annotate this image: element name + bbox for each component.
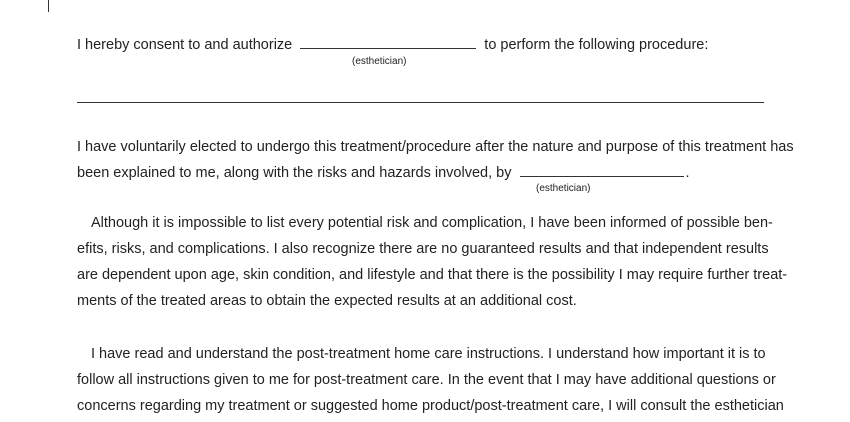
risks-line-3: are dependent upon age, skin condition, and lifestyle and that there is the possibility I may require further treat- [77, 267, 788, 283]
voluntary-line-2-prefix: been explained to me, along with the risks and hazards involved, by [77, 165, 512, 181]
risks-line-4: ments of the treated areas to obtain the expected results at an additional cost. [77, 293, 577, 309]
esthetician-caption-1: (esthetician) [352, 56, 407, 67]
esthetician-name-field-1[interactable] [300, 36, 476, 49]
voluntary-line-2 [77, 164, 690, 182]
text-cursor-mark [48, 0, 49, 12]
procedure-field[interactable] [77, 102, 764, 103]
consent-line [77, 36, 708, 54]
risks-line-1: Although it is impossible to list every potential risk and complication, I have been informed of possible ben- [91, 215, 773, 231]
risks-line-2: efits, risks, and complications. I also recognize there are no guaranteed results and that independent results [77, 241, 769, 257]
voluntary-line-2-suffix: . [685, 165, 690, 181]
consent-suffix: to perform the following procedure: [484, 37, 709, 53]
esthetician-name-field-2[interactable] [520, 164, 684, 177]
esthetician-caption-2: (esthetician) [536, 183, 591, 194]
instructions-line-1: I have read and understand the post-treatment home care instructions. I understand how important it is to [91, 346, 766, 362]
instructions-line-3: concerns regarding my treatment or suggested home product/post-treatment care, I will consult the esthetician [77, 398, 784, 414]
instructions-line-2: follow all instructions given to me for post-treatment care. In the event that I may have additional questions or [77, 372, 776, 388]
consent-prefix: I hereby consent to and authorize [77, 37, 293, 53]
voluntary-line-1: I have voluntarily elected to undergo this treatment/procedure after the nature and purpose of this treatment has [77, 139, 794, 155]
